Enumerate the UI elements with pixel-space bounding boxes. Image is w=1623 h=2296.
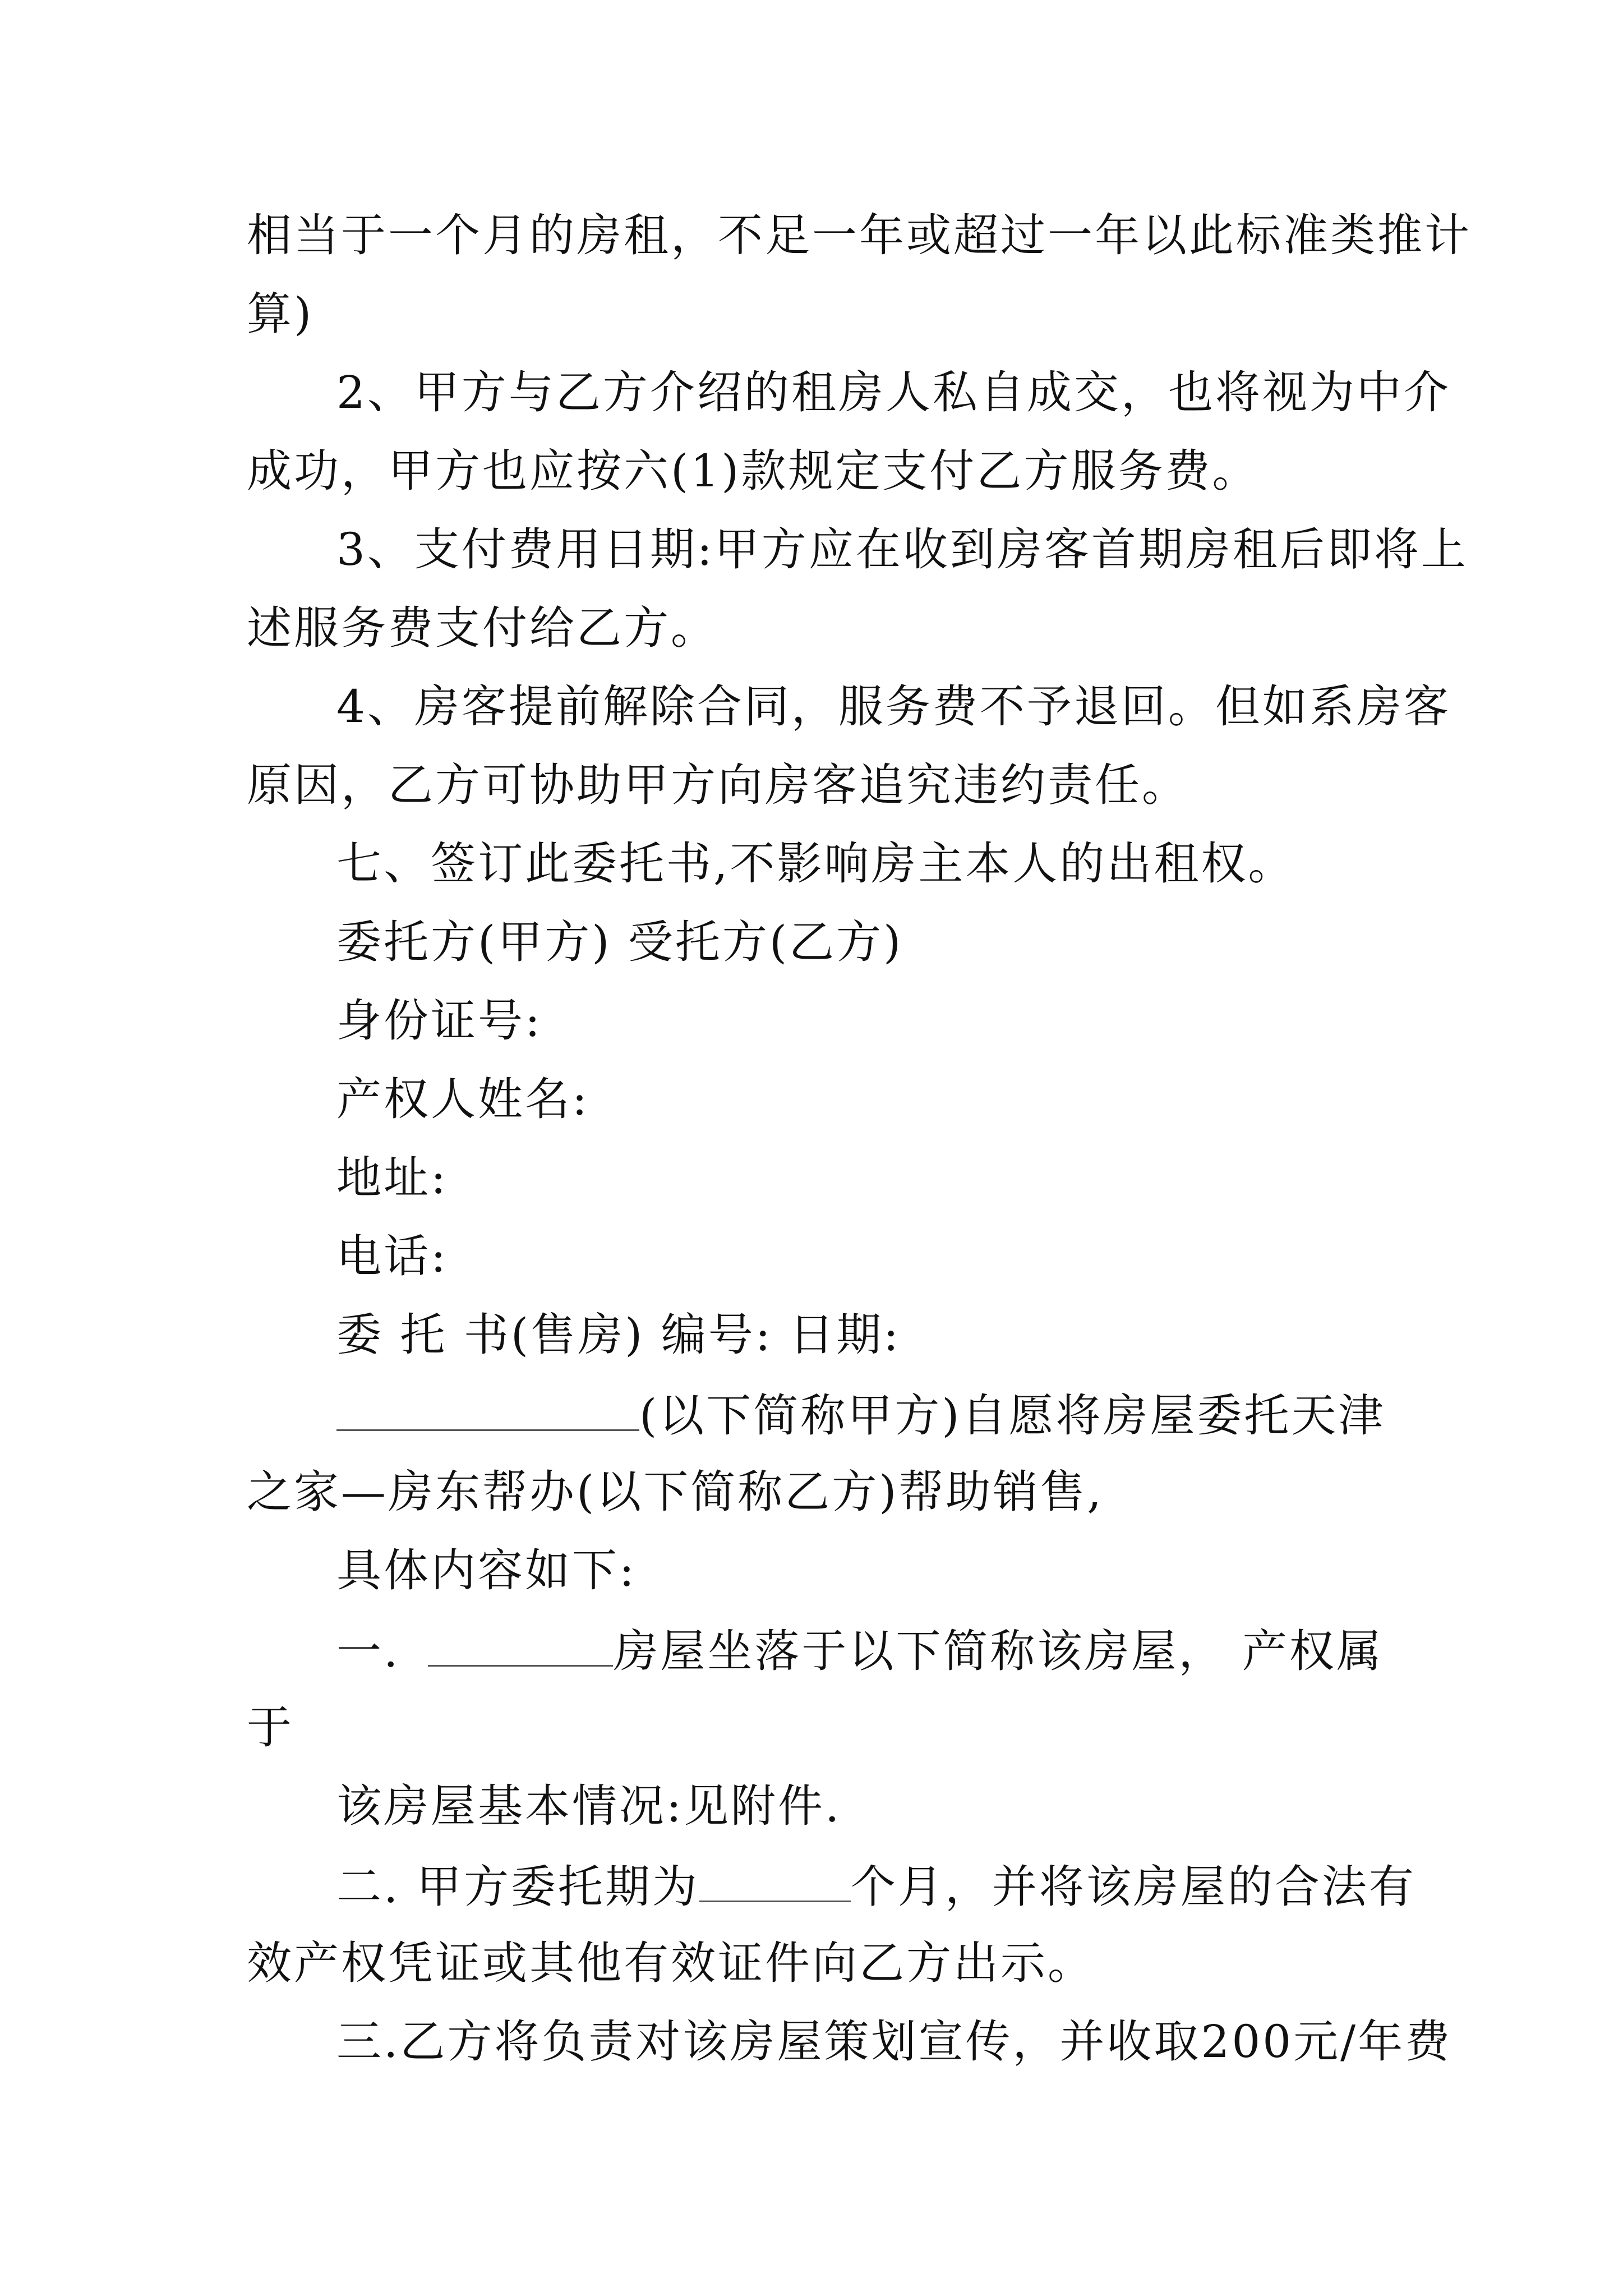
text-line: 房屋坐落于以下简称该房屋， 产权属	[613, 1625, 1384, 1677]
text-line: 原因，乙方可协助甲方向房客追究违约责任。	[247, 759, 1189, 811]
text-line: (以下简称甲方)自愿将房屋委托天津	[639, 1389, 1386, 1442]
field-label-id-number: 身份证号:	[336, 995, 542, 1047]
text-line: 于	[247, 1701, 294, 1754]
text-line	[336, 1386, 1385, 1444]
text-line: 2、甲方与乙方介绍的租房人私自成交，也将视为中介	[336, 366, 1451, 418]
text-line: 效产权凭证或其他有效证件向乙方出示。	[247, 1937, 1095, 1989]
text-line: 算)	[247, 288, 314, 340]
text-line: 之家—房东帮办(以下简称乙方)帮助销售,	[247, 1466, 1104, 1518]
field-label-phone: 电话:	[336, 1230, 448, 1282]
text-line: 三.乙方将负责对该房屋策划宣传，并收取200元/年费	[336, 2016, 1453, 2068]
blank-line	[699, 1857, 851, 1902]
blank-line	[336, 1386, 639, 1431]
text-line	[336, 1857, 1416, 1915]
blank-line	[428, 1621, 613, 1667]
field-label-address: 地址:	[336, 1152, 448, 1204]
text-line: 该房屋基本情况:见附件.	[336, 1780, 842, 1832]
text-line: 一.	[336, 1625, 400, 1677]
text-line	[336, 1621, 1385, 1680]
text-line: 述服务费支付给乙方。	[247, 602, 718, 654]
section-heading: 委 托 书(售房) 编号: 日期:	[336, 1309, 901, 1361]
text-line: 具体内容如下:	[336, 1544, 637, 1596]
text-line: 七、签订此委托书,不影响房主本人的出租权。	[336, 838, 1295, 890]
text-line: 委托方(甲方) 受托方(乙方)	[336, 916, 903, 968]
text-line: 个月，并将该房屋的合法有	[850, 1861, 1416, 1913]
text-line: 相当于一个月的房租，不足一年或超过一年以此标准类推计	[247, 209, 1472, 261]
text-line: 3、支付费用日期:甲方应在收到房客首期房租后即将上	[336, 523, 1468, 576]
text-line: 4、房客提前解除合同，服务费不予退回。但如系房客	[336, 680, 1451, 733]
text-line: 成功，甲方也应按六(1)款规定支付乙方服务费。	[247, 445, 1260, 497]
text-line: 二. 甲方委托期为	[336, 1861, 699, 1913]
field-label-owner-name: 产权人姓名:	[336, 1073, 589, 1125]
